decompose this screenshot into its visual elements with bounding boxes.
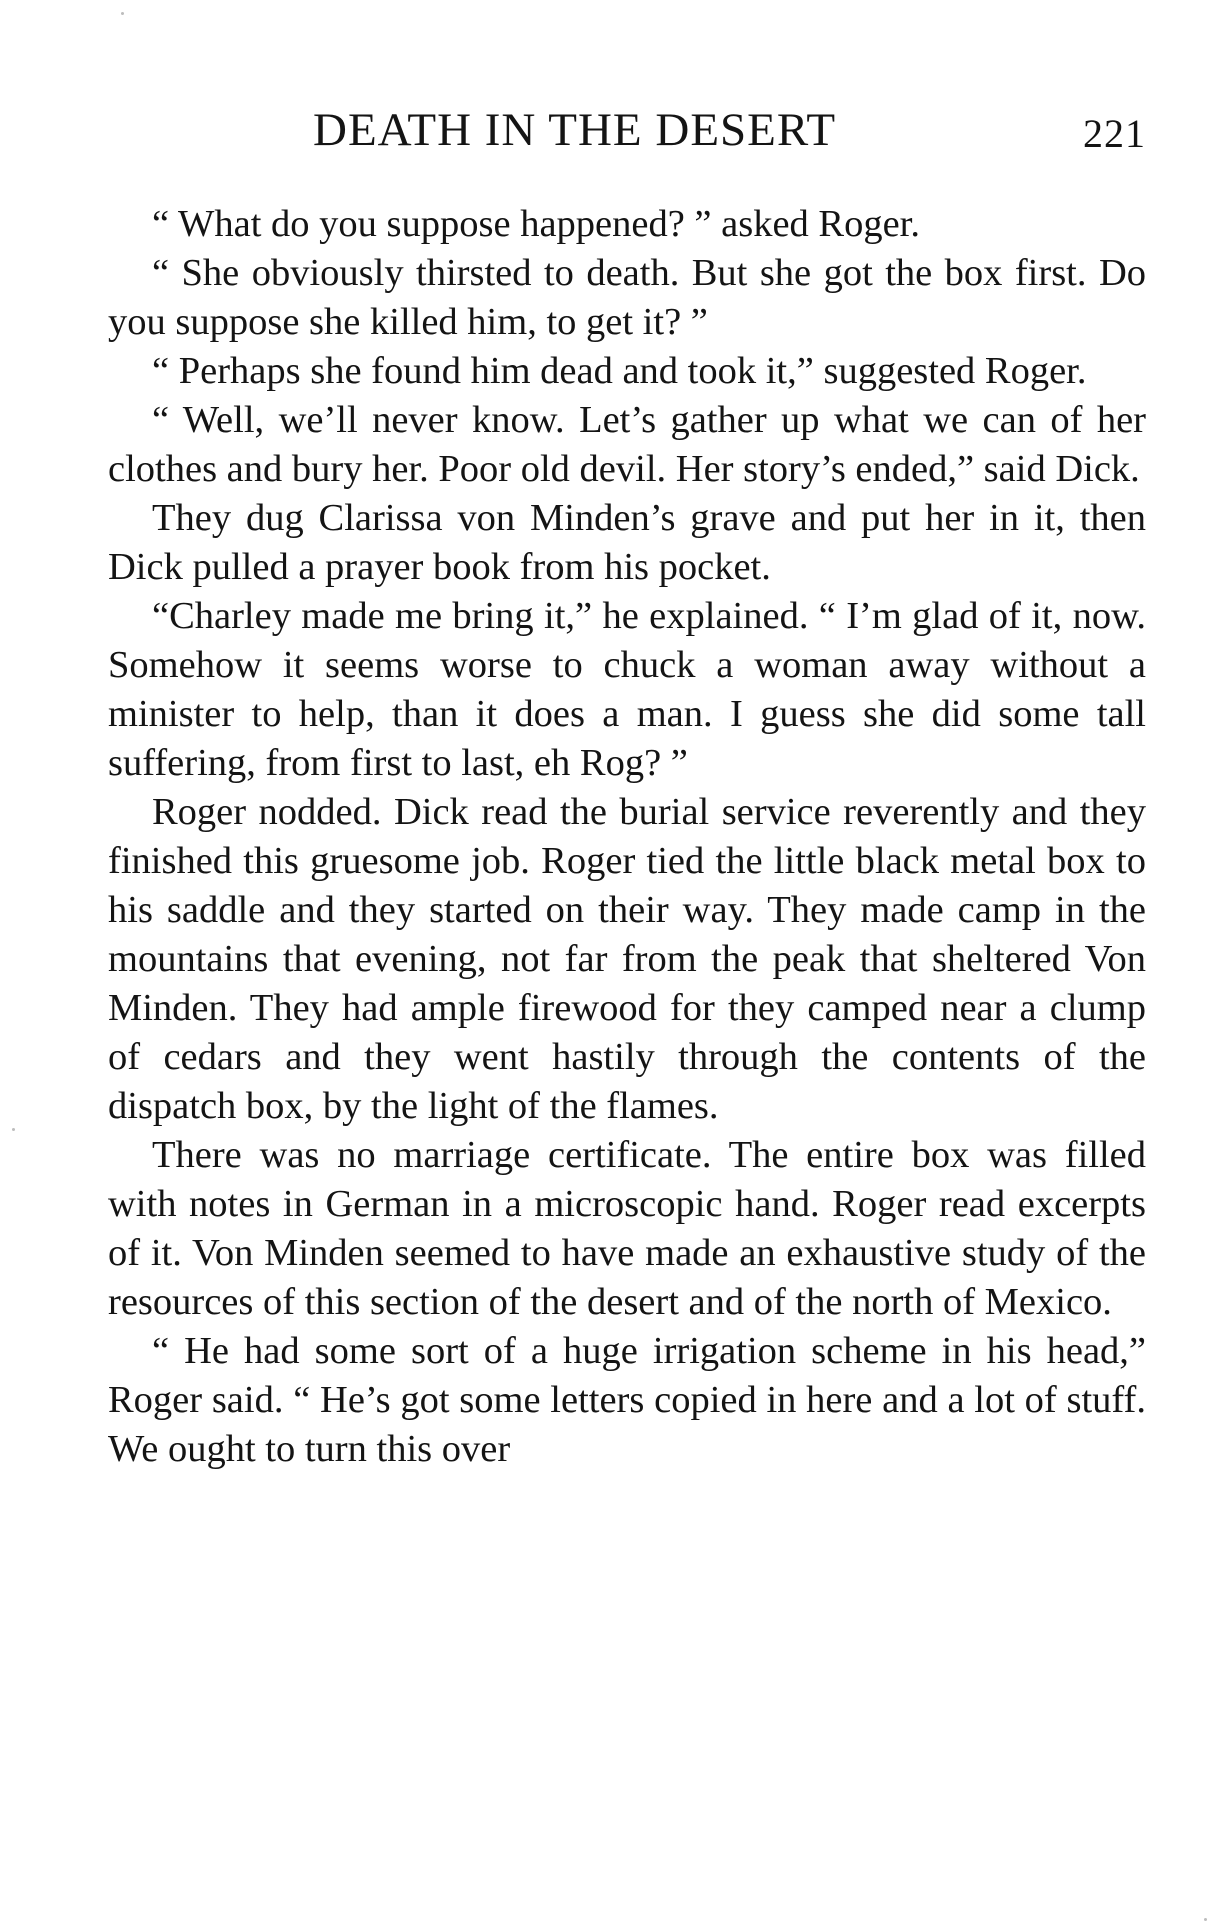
paragraph: There was no marriage certificate. The entire box was filled with notes in German in a microscopic hand. Roger read excerpts of it. Von Minden seemed to have made an exhaustive study of the resources of this section of the desert and of the north of Mexico. [108,1134,1146,1323]
paper-speck [12,1128,15,1131]
paper-speck [121,12,124,15]
chapter-title: DEATH IN THE DESERT [313,104,837,156]
paper-speck [1204,1918,1207,1921]
paragraph: They dug Clarissa von Minden’s grave and put her in it, then Dick pulled a prayer book from his pocket. [108,497,1146,588]
paragraph: “ He had some sort of a huge irrigation scheme in his head,” Roger said. “ He’s got some letters copied in here and a lot of stuff. We ought to turn this over [108,1330,1146,1470]
running-head [108,100,1146,160]
paragraph: “Charley made me bring it,” he explained. “ I’m glad of it, now. Somehow it seems worse to chuck a woman away without a minister to help, than it does a man. I guess she did some tall suffering, from first to last, eh Rog? ” [108,595,1146,784]
paragraph: “ What do you suppose happened? ” asked Roger. [152,203,921,245]
paragraph: “ Perhaps she found him dead and took it,” suggested Roger. [152,350,1087,392]
paragraph: “ Well, we’ll never know. Let’s gather up what we can of her clothes and bury her. Poor old devil. Her story’s ended,” said Dick. [108,399,1146,490]
body-text [108,200,1146,1474]
paragraph: “ She obviously thirsted to death. But she got the box first. Do you suppose she killed him, to get it? ” [108,252,1146,343]
page-number: 221 [1083,111,1146,156]
paragraph: Roger nodded. Dick read the burial service reverently and they finished this gruesome job. Roger tied the little black metal box to his saddle and they started on their way. They made camp in the mountains that evening, not far from the peak that sheltered Von Minden. They had ample firewood for they camped near a clump of cedars and they went hastily through the contents of the dispatch box, by the light of the flames. [108,791,1146,1127]
